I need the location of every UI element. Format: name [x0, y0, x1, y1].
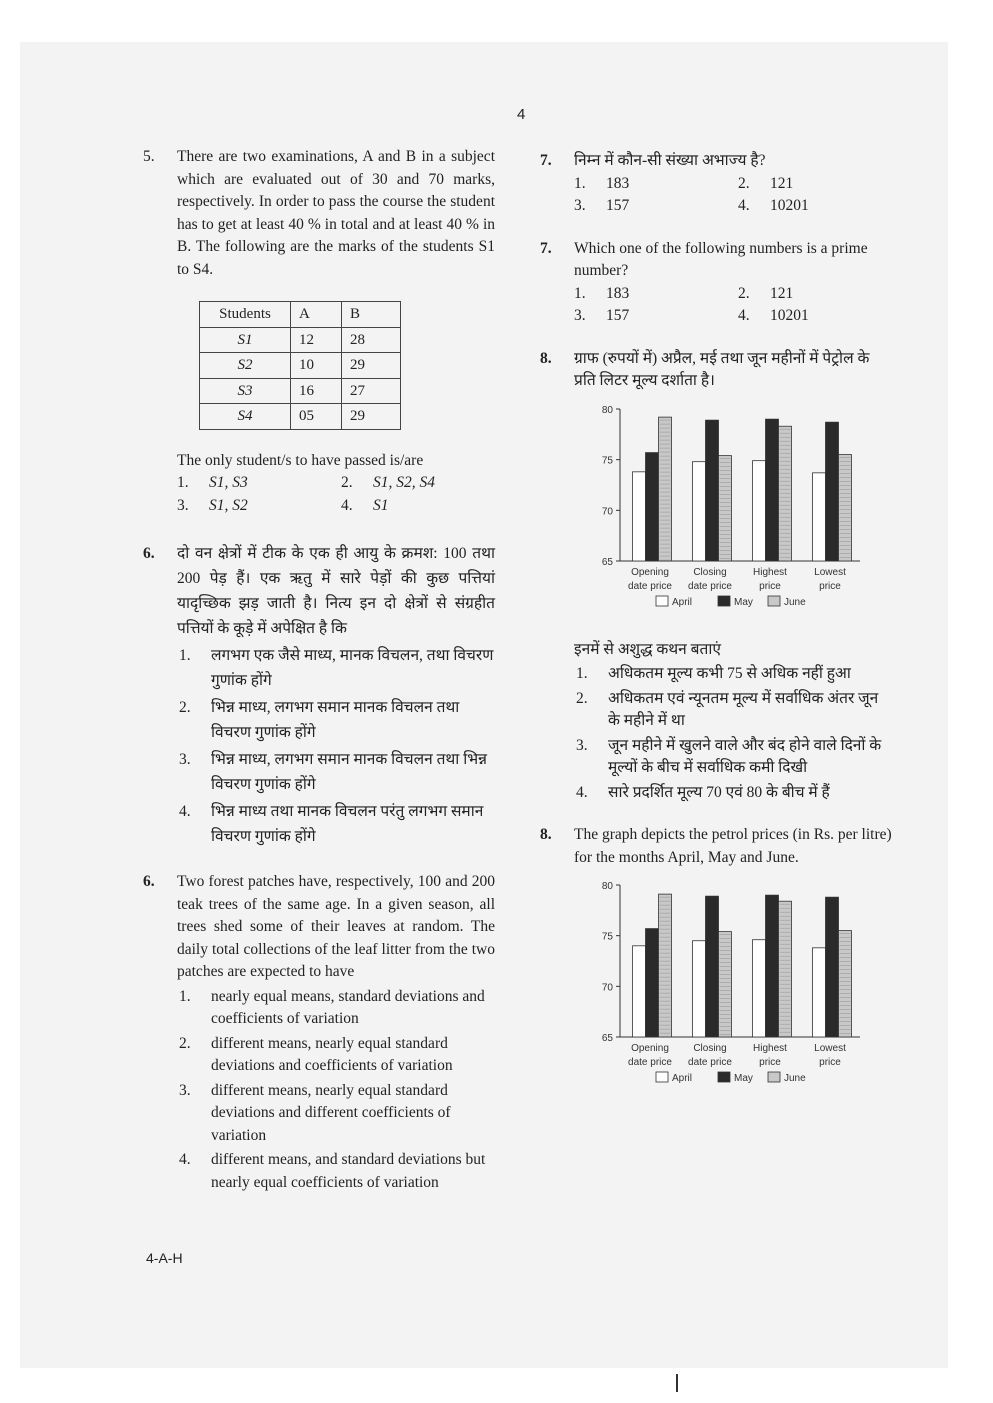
option-number: 2.: [179, 699, 191, 716]
option-number: 1.: [576, 665, 588, 682]
option[interactable]: [738, 283, 892, 306]
x-tick-label: Highest: [753, 566, 787, 578]
option-text: 157: [606, 197, 630, 214]
option[interactable]: [574, 688, 892, 733]
bar-may: [826, 422, 839, 561]
bar-april: [813, 948, 826, 1037]
legend-swatch: [768, 596, 780, 606]
table-header: A: [291, 302, 342, 328]
x-tick-label: Opening: [631, 566, 669, 578]
option[interactable]: [177, 1149, 495, 1194]
x-tick-label: price: [819, 1057, 841, 1068]
scan-mark: [676, 1374, 678, 1392]
question-text: दो वन क्षेत्रों में टीक के एक ही आयु के क्रमश: 100 तथा 200 पेड़ हैं। एक ऋतु में सारे पेड़ों की कुछ पत्तियां यादृच्छिक झड़ जाती है। नित्य इन दो क्षेत्रों से संग्रहीत पत्तियों के कूड़े में अपेक्षित है कि: [177, 545, 495, 637]
option[interactable]: [177, 1033, 495, 1078]
option-text: 183: [606, 174, 630, 192]
option-number: 4.: [738, 197, 750, 214]
option-text: लगभग एक जैसे माध्य, मानक विचलन, तथा विचरण गुणांक होंगे: [211, 647, 494, 689]
question-7-hindi: [540, 150, 892, 218]
options: [574, 283, 892, 328]
option[interactable]: [574, 173, 728, 196]
left-column: [143, 146, 495, 1208]
bar-april: [813, 472, 826, 560]
x-tick-label: date price: [628, 1057, 672, 1068]
option[interactable]: [177, 747, 495, 797]
question-number: 7.: [540, 239, 552, 257]
option[interactable]: [574, 735, 892, 780]
bar-april: [753, 460, 766, 560]
option-text: भिन्न माध्य, लगभग समान मानक विचलन तथा भिन्न विचरण गुणांक होंगे: [211, 751, 487, 793]
option-number: 3.: [574, 307, 586, 324]
petrol-price-chart-hindi: [574, 399, 874, 631]
x-tick-label: Closing: [693, 566, 727, 578]
question-5: [143, 146, 495, 517]
y-tick-label: 70: [601, 505, 613, 517]
y-tick-label: 80: [601, 881, 613, 892]
page-number: 4: [517, 106, 526, 123]
option-number: 1.: [574, 174, 586, 192]
option-number: 3.: [177, 496, 189, 514]
option-number: 1.: [179, 647, 191, 664]
x-tick-label: date price: [688, 1057, 732, 1068]
option-number: 2.: [738, 284, 750, 302]
option-number: 4.: [341, 496, 353, 514]
option-text: different means, nearly equal standard deviations and coefficients of variation: [211, 1034, 453, 1074]
option-text: S1, S2: [209, 496, 248, 514]
table-header: Students: [200, 302, 291, 328]
y-tick-label: 80: [601, 404, 613, 416]
legend-label: May: [734, 596, 753, 608]
bar-june: [719, 455, 732, 560]
table-cell: 10: [291, 353, 342, 379]
legend-swatch: [718, 1072, 730, 1082]
table-cell: 29: [342, 353, 401, 379]
bar-april: [753, 940, 766, 1037]
x-tick-label: Lowest: [814, 566, 846, 578]
x-tick-label: Closing: [693, 1043, 727, 1054]
option-number: 1.: [177, 474, 189, 491]
question-text: There are two examinations, A and B in a subject which are evaluated out of 30 and 70 marks, respectively. In order to pass the course the student has to get at least 40 % in total and at least 40 % in B. The following are the marks of the students S1 to S4.: [177, 148, 495, 278]
option-text: different means, and standard deviations but nearly equal coefficients of variation: [211, 1151, 486, 1191]
legend-swatch: [718, 596, 730, 606]
option-text: 10201: [770, 307, 809, 324]
option-number: 2.: [738, 174, 750, 192]
option[interactable]: [738, 305, 892, 328]
table-cell: 05: [291, 404, 342, 430]
option-number: 4.: [179, 1151, 191, 1168]
table-cell: S2: [200, 353, 291, 379]
table-row: [200, 378, 401, 404]
option-text: S1, S2, S4: [373, 474, 435, 491]
option-text: सारे प्रदर्शित मूल्य 70 एवं 80 के बीच में हैं: [608, 783, 830, 801]
legend-label: April: [672, 1073, 693, 1084]
table-header: B: [342, 302, 401, 328]
option[interactable]: [574, 663, 892, 686]
question-text: The graph depicts the petrol prices (in Rs. per litre) for the months April, May and June.: [574, 826, 892, 866]
question-text: निम्न में कौन-सी संख्या अभाज्य है?: [574, 152, 766, 169]
option[interactable]: [177, 495, 331, 518]
option-text: different means, nearly equal standard deviations and different coefficients of variation: [211, 1081, 451, 1144]
question-number: 8.: [540, 826, 552, 843]
question-7-english: [540, 238, 892, 328]
question-6-hindi: [143, 541, 495, 849]
option[interactable]: [738, 195, 892, 218]
option-text: 121: [770, 174, 794, 192]
options: [574, 173, 892, 218]
x-tick-label: date price: [688, 580, 732, 592]
option-text: अधिकतम एवं न्यूनतम मूल्य में सर्वाधिक अंतर जून के महीने में था: [608, 689, 879, 729]
option-text: S1: [373, 496, 389, 514]
legend-swatch: [656, 1072, 668, 1082]
legend-label: April: [672, 596, 693, 608]
option-number: 2.: [576, 689, 588, 707]
legend-swatch: [768, 1072, 780, 1082]
bar-june: [779, 901, 792, 1037]
y-tick-label: 75: [601, 455, 613, 467]
option[interactable]: [738, 173, 892, 196]
bar-april: [633, 471, 646, 560]
x-tick-label: price: [819, 580, 841, 592]
table-cell: S3: [200, 378, 291, 404]
page-footer: 4-A-H: [146, 1250, 183, 1266]
option-text: 10201: [770, 197, 809, 214]
option-number: 2.: [179, 1034, 191, 1052]
table-cell: 28: [342, 327, 401, 353]
table-header-row: [200, 302, 401, 328]
bar-may: [826, 897, 839, 1037]
option-text: जून महीने में खुलने वाले और बंद होने वाले दिनों के मूल्यों के बीच में सर्वाधिक कमी दिखी: [608, 736, 882, 776]
marks-table: [199, 301, 401, 430]
option-number: 4.: [738, 307, 750, 324]
option-text: 157: [606, 307, 630, 324]
option-text: 183: [606, 284, 630, 302]
bar-may: [646, 929, 659, 1037]
question-number: 6.: [143, 545, 155, 562]
option-number: 3.: [179, 751, 191, 768]
bar-june: [839, 454, 852, 560]
bar-may: [646, 452, 659, 560]
question-number: 5.: [143, 148, 155, 165]
option-text: भिन्न माध्य, लगभग समान मानक विचलन तथा विचरण गुणांक होंगे: [211, 699, 460, 741]
option[interactable]: [574, 782, 892, 805]
question-stem: The only student/s to have passed is/are: [177, 451, 424, 469]
table-cell: S1: [200, 327, 291, 353]
question-8-english: [540, 824, 892, 1107]
table-row: [200, 404, 401, 430]
option-number: 4.: [576, 783, 588, 801]
x-tick-label: price: [759, 580, 781, 592]
x-tick-label: date price: [628, 580, 672, 592]
option[interactable]: [177, 643, 495, 693]
option-text: S1, S3: [209, 474, 248, 491]
option-number: 3.: [576, 736, 588, 754]
table-cell: 16: [291, 378, 342, 404]
y-tick-label: 75: [601, 931, 613, 943]
bar-may: [766, 419, 779, 561]
option[interactable]: [177, 1080, 495, 1148]
bar-june: [659, 894, 672, 1037]
question-6-english: [143, 871, 495, 1194]
bar-april: [693, 941, 706, 1037]
option-number: 3.: [574, 197, 586, 214]
option[interactable]: [177, 986, 495, 1031]
table-row: [200, 327, 401, 353]
bar-june: [659, 417, 672, 561]
option-text: अधिकतम मूल्य कभी 75 से अधिक नहीं हुआ: [608, 665, 851, 682]
x-tick-label: price: [759, 1057, 781, 1068]
option[interactable]: [574, 195, 728, 218]
bar-june: [779, 426, 792, 561]
option-number: 2.: [341, 474, 353, 491]
bar-june: [719, 932, 732, 1037]
question-number: 8.: [540, 349, 552, 367]
legend-swatch: [656, 596, 668, 606]
option[interactable]: [574, 305, 728, 328]
options: [177, 472, 495, 517]
bar-april: [633, 946, 646, 1037]
x-tick-label: Opening: [631, 1043, 669, 1054]
y-tick-label: 65: [601, 1033, 613, 1044]
right-column: [540, 150, 892, 1121]
question-text: Which one of the following numbers is a prime number?: [574, 239, 868, 279]
bar-may: [706, 420, 719, 561]
y-tick-label: 70: [601, 982, 613, 994]
legend-label: June: [784, 1073, 806, 1084]
bar-may: [766, 895, 779, 1037]
option-number: 1.: [574, 284, 586, 302]
x-tick-label: Highest: [753, 1043, 787, 1054]
legend-label: June: [784, 596, 806, 608]
table-cell: 12: [291, 327, 342, 353]
question-number: 7.: [540, 152, 552, 169]
bar-may: [706, 896, 719, 1037]
petrol-price-chart-english: [574, 875, 874, 1107]
option-number: 3.: [179, 1081, 191, 1099]
option-number: 4.: [179, 803, 191, 820]
table-cell: S4: [200, 404, 291, 430]
option[interactable]: [177, 472, 331, 495]
question-number: 6.: [143, 873, 155, 890]
option-text: nearly equal means, standard deviations and coefficients of variation: [211, 987, 485, 1027]
option[interactable]: [341, 495, 495, 518]
question-text: ग्राफ (रुपयों में) अप्रैल, मई तथा जून महीनों में पेट्रोल के प्रति लिटर मूल्य दर्शाता है।: [574, 349, 870, 389]
option-number: 1.: [179, 987, 191, 1005]
question-stem: इनमें से अशुद्ध कथन बताएं: [574, 640, 721, 658]
option[interactable]: [574, 283, 728, 306]
table-cell: 29: [342, 404, 401, 430]
table-row: [200, 353, 401, 379]
option-text: भिन्न माध्य तथा मानक विचलन परंतु लगभग समान विचरण गुणांक होंगे: [211, 803, 484, 845]
table-cell: 27: [342, 378, 401, 404]
x-tick-label: Lowest: [814, 1043, 846, 1054]
y-tick-label: 65: [601, 556, 613, 568]
question-text: Two forest patches have, respectively, 100 and 200 teak trees of the same age. In a given season, all trees shed some of their leaves at random. The daily total collections of the leaf litter from the two patches are expected to have: [177, 873, 495, 980]
option-text: 121: [770, 284, 794, 302]
option[interactable]: [341, 472, 495, 495]
question-8-hindi: [540, 348, 892, 805]
option[interactable]: [177, 695, 495, 745]
option[interactable]: [177, 799, 495, 849]
legend-label: May: [734, 1073, 753, 1084]
bar-april: [693, 461, 706, 560]
bar-june: [839, 931, 852, 1037]
